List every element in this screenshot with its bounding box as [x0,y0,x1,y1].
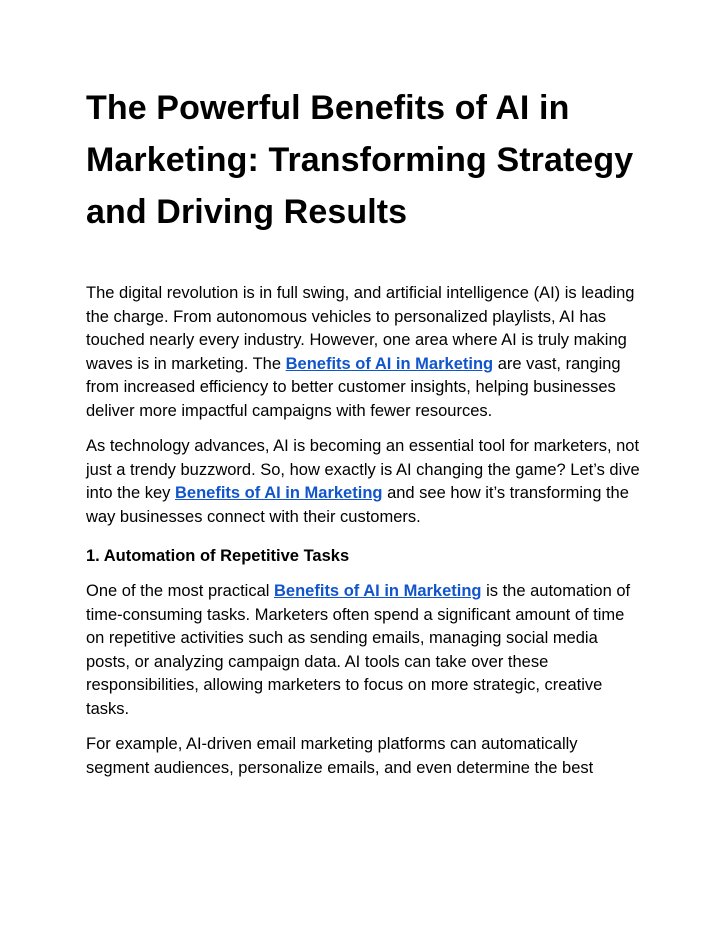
paragraph-text: is the automation of time-consuming tasks. Marketers often spend a significant amount of time on repetitive activities such as sending emails, managing social media posts, or analyzing campaign data. AI tools can take over these responsibilities, allowing marketers to focus on more strategic, creative tasks. [86,582,631,718]
paragraph-text: One of the most practical [86,582,275,600]
paragraph-example: For example, AI-driven email marketing platforms can automatically segment audiences, personalize emails, and even determine the best [86,735,594,777]
paragraph-text: As technology advances, AI is becoming an essential tool for marketers, not just a trendy buzzword. So, how exactly is AI changing the game? Let’s dive into the key [86,437,640,502]
benefits-link[interactable]: Benefits of AI in Marketing [174,484,383,502]
paragraph-automation [86,580,640,721]
document-title: The Powerful Benefits of AI in Marketing: Transforming Strategy and Driving Results [86,89,634,231]
section-heading-automation: 1. Automation of Repetitive Tasks [86,547,350,565]
paragraph-text: are vast, ranging from increased efficiency to better customer insights, helping businesses deliver more impactful campaigns with fewer resources. [86,354,621,420]
paragraph-text: The digital revolution is in full swing, and artificial intelligence (AI) is leading the charge. From autonomous vehicles to personalized playlists, AI has touched nearly every industry. However, one area where AI is truly making waves is in marketing. The [86,284,635,373]
document-body [86,282,640,780]
paragraph-technology [86,435,640,529]
benefits-link[interactable]: Benefits of AI in Marketing [274,582,482,600]
paragraph-text: and see how it’s transforming the way businesses connect with their customers. [86,484,629,526]
paragraph-intro [86,282,640,423]
benefits-link[interactable]: Benefits of AI in Marketing [285,354,494,373]
